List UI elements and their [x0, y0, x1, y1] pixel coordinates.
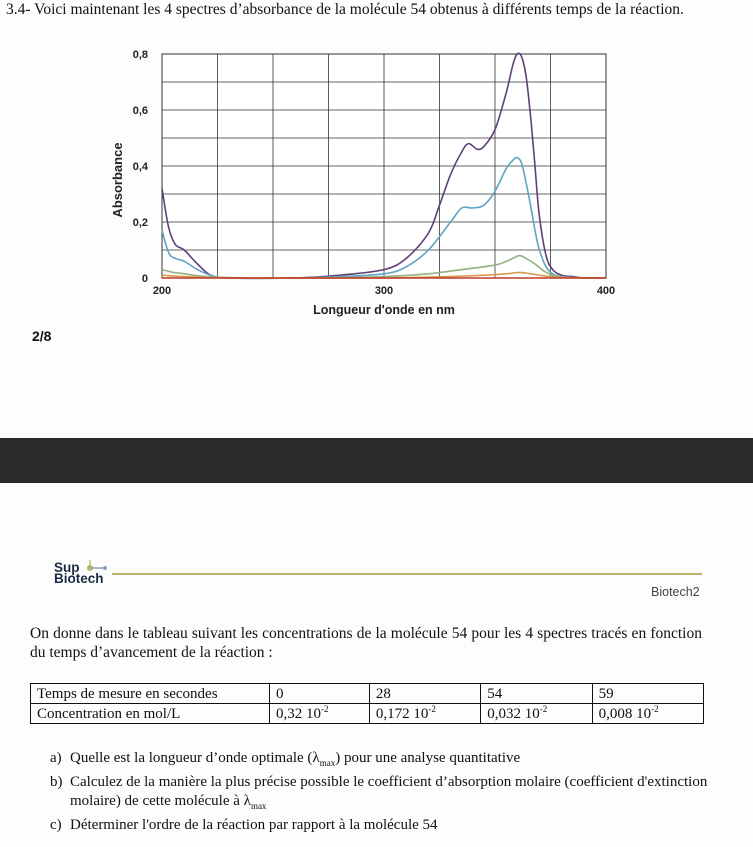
time-cell: 0 — [270, 684, 370, 704]
time-cell: 54 — [481, 684, 592, 704]
concentration-cell: 0,032 $10^{-2}$ — [481, 704, 592, 724]
x-axis-label: Longueur d'onde en nm — [313, 303, 455, 317]
logo-biotech-text: Biotech — [54, 571, 104, 586]
y-axis-label: Absorbance — [110, 142, 125, 218]
question-b: b) Calculez de la manière la plus précise possible le coefficient d’absorption molaire (coefficient d'extinction molaire) de cette molécule à $\lambda_{max}$ — [50, 774, 708, 811]
logo-sup-text: Sup — [54, 560, 80, 575]
questions-list — [50, 749, 710, 835]
table-header-concentration: Concentration en mol/L — [31, 704, 270, 724]
time-cell: 59 — [592, 684, 703, 704]
question-a: a) Quelle est la longueur d’onde optimale $(\lambda_{max})$ pour une analyse quantitative — [50, 750, 521, 768]
y-tick-labels — [133, 49, 149, 285]
header-rule — [112, 573, 702, 575]
y-tick-label: 0,6 — [132, 105, 148, 117]
y-tick-label: 0 — [141, 273, 148, 285]
molecule-icon — [86, 559, 110, 573]
table-row-time — [31, 684, 704, 704]
page-number: 2/8 — [32, 328, 52, 344]
x-tick-label: 300 — [374, 285, 394, 297]
table-intro-paragraph: On donne dans le tableau suivant les concentrations de la molécule 54 pour les 4 spectres tracés en fonction du temps d’avancement de la réaction : — [30, 625, 702, 661]
absorbance-spectra-chart — [90, 40, 630, 325]
concentration-table — [30, 683, 704, 724]
table-header-time: Temps de mesure en secondes — [31, 684, 270, 704]
question-c: c) Déterminer l'ordre de la réaction par rapport à la molécule 54 — [50, 817, 438, 833]
time-cell: 28 — [369, 684, 480, 704]
y-tick-label: 0,4 — [132, 161, 148, 173]
concentration-cell: 0,172 $10^{-2}$ — [369, 704, 480, 724]
chart-grid — [162, 54, 606, 278]
x-tick-labels — [153, 285, 615, 297]
x-tick-label: 400 — [596, 285, 616, 297]
concentration-cell: 0,32 $10^{-2}$ — [270, 704, 370, 724]
concentration-cell: 0,008 $10^{-2}$ — [592, 704, 703, 724]
page-separator-band — [0, 438, 753, 483]
header-right-label: Biotech2 — [651, 585, 700, 599]
x-tick-label: 200 — [152, 285, 172, 297]
exercise-heading: 3.4- Voici maintenant les 4 spectres d’absorbance de la molécule 54 obtenus à différents temps de la réaction. — [6, 1, 684, 18]
y-tick-label: 0,8 — [132, 49, 148, 61]
table-row-concentration — [31, 704, 704, 724]
y-tick-label: 0,2 — [132, 217, 148, 229]
